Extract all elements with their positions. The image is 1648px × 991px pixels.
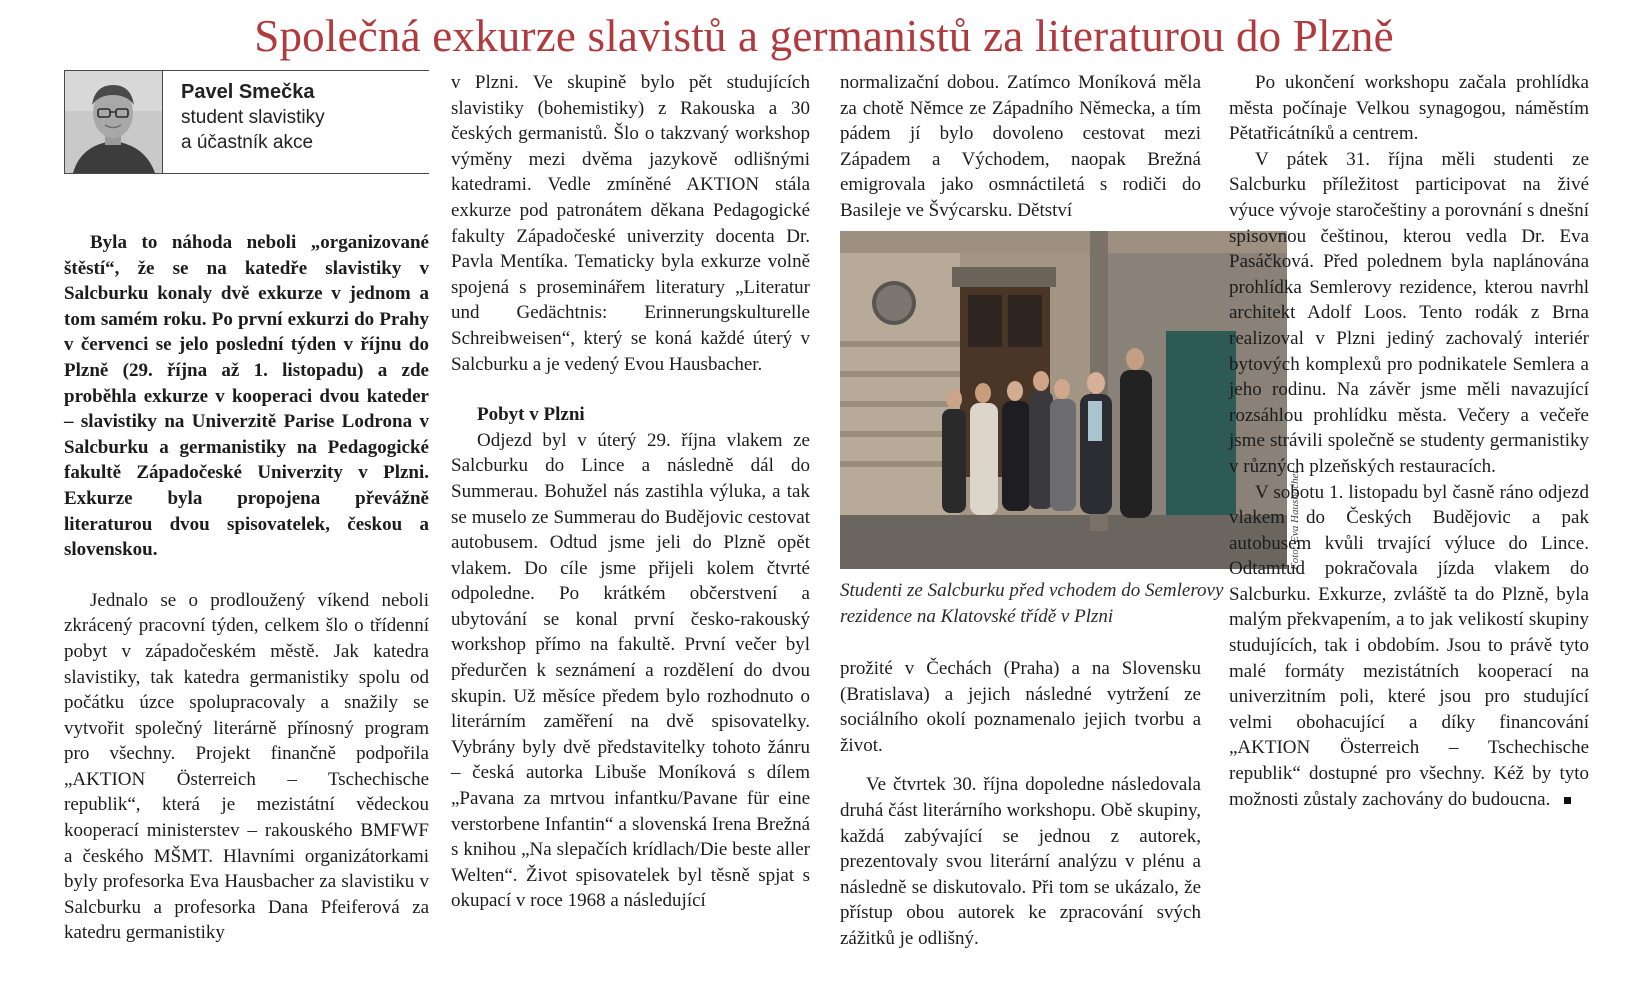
body-paragraph: Ve čtvrtek 30. října dopoledne následovala druhá část literárního workshopu. Obě skupiny, každá zabývající se jednou z autorek, prezentovaly svou literární analýzu v plénu a následně se diskutovalo. Při tom se ukázalo, že přístup obou autorek ke zpracování svých zážitků je odlišný. bbox=[840, 774, 1201, 949]
photo-caption: Studenti ze Salcburku před vchodem do Semlerovy rezidence na Klatovské třídě v Plzni bbox=[840, 580, 1224, 627]
author-box bbox=[64, 70, 429, 174]
body-paragraph: Jednalo se o prodloužený víkend neboli zkrácený pracovní týden, celkem šlo o třídenní pobyt v západočeském městě. Jak katedra slavistiky, tak katedra germanistiky spolu od počátku úzce spolupracovaly a snažily se vytvořit společný literárně přínosný program pro všechny. Projekt finančně podpořila „AKTION Österreich – Tschechische republik“, která je mezistátní vědeckou kooperací ministerstev – rakouského BMFWF a českého MŠMT. Hlavními organizátorkami byly profesorka Eva Hausbacher za slavistiku v Salcburku a profesorka Dana Pfeiferová za katedru germanistiky bbox=[64, 589, 429, 944]
final-paragraph-text: V sobotu 1. listopadu byl časně ráno odjezd vlakem do Českých Budějovic a pak autobusem kvůli trvající výluce do Lince. Odtamtud pokračovala jízda vlakem do Salcburku. Exkurze, zvláště ta do Plzně, byla malým překvapením, a to jak velikostí skupiny studujících, tak i obdobím. Jsou to právě tyto malé formáty mezistátních kooperací na univerzitním poli, které jsou pro studující velmi obohacující a díky financování „AKTION Österreich – Tschechische republik“ dostupné pro všechny. Kéž by tyto možnosti zůstaly zachovány do budoucna. bbox=[1229, 481, 1589, 810]
body-paragraph: v Plzni. Ve skupině bylo pět studujících slavistiky (bohemistiky) z Rakouska a 30 českých germanistů. Šlo o takzvaný workshop výměny mezi dvěma jazykově odlišnými katedrami. Vedle zmíněné AKTION stála exkurze pod patronátem děkana Pedagogické fakulty Západočeské univerzity docenta Dr. Pavla Mentíka. Tematicky byla exkurze volně spojená s proseminářem literatury „Literatur und Gedächtnis: Erinnerungskulturelle Schreibweisen“, který se koná každé úterý v Salcburku a je vedený Evou Hausbacher. bbox=[451, 72, 810, 375]
column-3-continued bbox=[840, 656, 1201, 952]
article-photo bbox=[840, 231, 1287, 569]
column-3 bbox=[840, 70, 1201, 224]
photo-credit: Foto: Eva Hausbacher bbox=[1289, 469, 1301, 570]
author-name: Pavel Smečka bbox=[181, 81, 315, 103]
article-headline: Společná exkurze slavistů a germanistů za literaturou do Plzně bbox=[254, 11, 1394, 61]
body-paragraph: Odjezd byl v úterý 29. října vlakem ze Salcburku do Lince a následně dál do Summerau. Bohužel nás zastihla výluka, a tak se muselo ze Summerau do Budějovic cestovat autobusem. Odtud jsme jeli do Plzně opět vlakem. Do cíle jsme přijeli kolem čtvrté odpoledne. Po krátkém občerstvení a ubytování se konal první česko-rakouský workshop přímo na fakultě. První večer byl předurčen k seznámení a rozdělení do dvou skupin. Už měsíce předem bylo rozhodnuto o literárním zaměření na dvě spisovatelky. Vybrány byly dvě představitelky tohoto žánru – česká autorka Libuše Moníková s dílem „Pavana za mrtvou infantku/Pavane für eine verstorbene Infantin“ a slovenská Irena Brežná s knihou „Na slepačích krídlach/Die beste aller Welten“. Život spisovatelek byl těsně spjat s okupací v roce 1968 a následující bbox=[451, 429, 810, 912]
section-subheading: Pobyt v Plzni bbox=[477, 404, 585, 426]
lead-paragraph: Byla to náhoda neboli „organizované štěstí“, že se na katedře slavistiky v Salcburku konaly dvě exkurze v jednom a tom samém roku. Po první exkurzi do Prahy v červenci se jelo poslední týden v říjnu do Plzně (29. října až 1. listopadu) a zde proběhla exkurze v kooperaci dvou kateder – slavistiky na Univerzitě Parise Lodrona v Salcburku a germanistiky na Pedagogické fakultě Západočeské Univerzity v Plzni. Exkurze byla propojena převážně literaturou dvou spisovatelek, českou a slovenskou. bbox=[64, 232, 429, 561]
body-paragraph-final bbox=[1229, 480, 1589, 813]
column-2 bbox=[451, 70, 810, 914]
students-at-entrance-image bbox=[840, 231, 1287, 569]
body-paragraph: Po ukončení workshopu začala prohlídka města počínaje Velkou synagogou, náměstím Pětatřicátníků a centrem. bbox=[1229, 72, 1589, 145]
body-paragraph: prožité v Čechách (Praha) a na Slovensku (Bratislava) a jejich následné vytržení ze sociálního okolí poznamenalo jejich tvorbu a život. bbox=[840, 658, 1201, 756]
author-role-line1: student slavistiky bbox=[181, 107, 325, 128]
end-of-article-mark bbox=[1564, 797, 1571, 804]
author-info bbox=[163, 71, 325, 173]
body-paragraph: V pátek 31. října měli studenti ze Salcburku příležitost participovat na živé výuce vývoje staročeštiny a porovnání s dnešní spisovnou češtinou, kterou vedla Dr. Eva Pasáčková. Před polednem byla naplánována prohlídka Semlerovy rezidence, kterou navrhl architekt Adolf Loos. Tento rodák z Brna realizoval v Plzni jediný zachovalý interiér bytových komplexů pro podnikatele Semlera a jeho rodinu. Na závěr jsme měli navazující rozsáhlou prohlídku města. Večery a večeře jsme strávili společně se studenty germanistiky v různých plzeňských restauracích. bbox=[1229, 148, 1589, 477]
column-1 bbox=[64, 230, 429, 946]
column-4 bbox=[1229, 70, 1589, 812]
author-photo bbox=[65, 71, 163, 173]
body-paragraph: normalizační dobou. Zatímco Moníková měla za chotě Němce ze Západního Německa, a tím pádem jí bylo dovoleno cestovat mezi Západem a Východem, naopak Brežná emigrovala jako osmnáctiletá s rodiči do Basileje ve Švýcarsku. Dětství bbox=[840, 72, 1201, 221]
author-portrait-image bbox=[65, 71, 162, 173]
author-role-line2: a účastník akce bbox=[181, 132, 314, 153]
